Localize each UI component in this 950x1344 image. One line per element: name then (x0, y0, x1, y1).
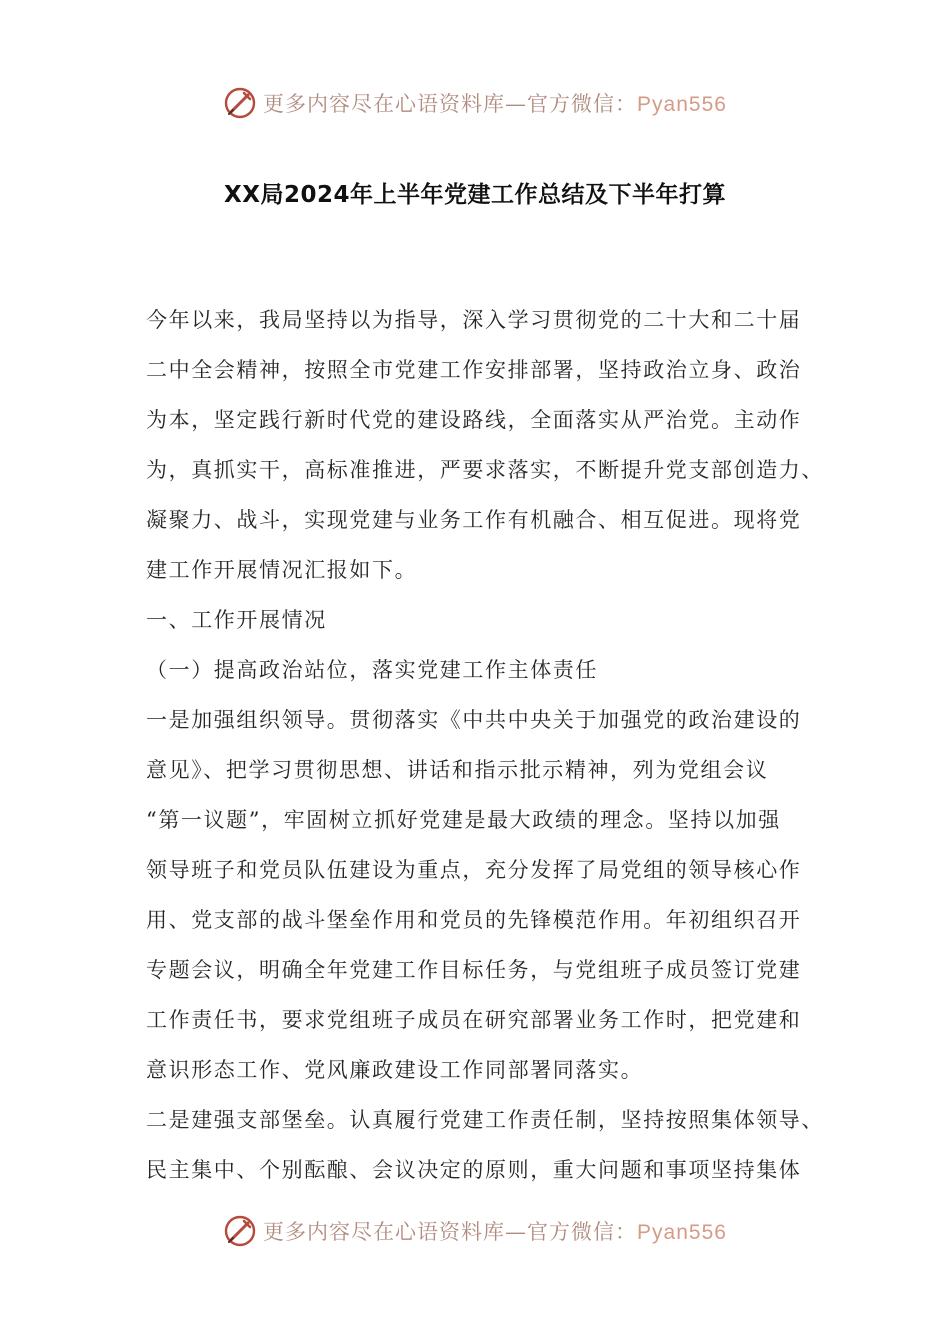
text-line: 用、党支部的战斗堡垒作用和党员的先锋模范作用。年初组织召开 (146, 908, 802, 932)
pen-logo-icon (223, 1214, 257, 1248)
text-line: 工作责任书，要求党组班子成员在研究部署业务工作时，把党建和 (146, 1008, 802, 1032)
watermark-banner-top (0, 78, 950, 128)
watermark-text: 更多内容尽在心语资料库—官方微信：Pyan556 (263, 1220, 727, 1244)
text-line: 民主集中、个别酝酿、会议决定的原则，重大问题和事项坚持集体 (146, 1158, 802, 1182)
text-line: 意识形态工作、党风廉政建设工作同部署同落实。 (146, 1058, 644, 1082)
text-line: 领导班子和党员队伍建设为重点，充分发挥了局党组的领导核心作 (146, 858, 802, 882)
text-line: 为，真抓实干，高标准推进，严要求落实，不断提升党支部创造力、 (146, 458, 824, 482)
text-line: 凝聚力、战斗，实现党建与业务工作有机融合、相互促进。现将党 (146, 508, 802, 532)
text-line: 二是建强支部堡垒。认真履行党建工作责任制，坚持按照集体领导、 (146, 1108, 824, 1132)
text-line: “第一议题”，牢固树立抓好党建是最大政绩的理念。坚持以加强 (146, 808, 781, 832)
subsection-heading: （一）提高政治站位，落实党建工作主体责任 (146, 658, 598, 682)
section-heading: 一、工作开展情况 (146, 608, 327, 632)
wechat-id: Pyan556 (637, 93, 727, 116)
wechat-id: Pyan556 (637, 1221, 727, 1244)
text-line: 专题会议，明确全年党建工作目标任务，与党组班子成员签订党建 (146, 958, 802, 982)
text-line: 今年以来，我局坚持以为指导，深入学习贯彻党的二十大和二十届 (146, 308, 802, 332)
text-line: 二中全会精神，按照全市党建工作安排部署，坚持政治立身、政治 (146, 358, 802, 382)
text-line: 为本，坚定践行新时代党的建设路线，全面落实从严治党。主动作 (146, 408, 802, 432)
document-title: XX局2024年上半年党建工作总结及下半年打算 (224, 182, 726, 208)
text-line: 建工作开展情况汇报如下。 (146, 558, 418, 582)
document-body (146, 295, 826, 1195)
text-line: 意见》、把学习贯彻思想、讲话和指示批示精神，列为党组会议 (146, 758, 769, 782)
text-line: 一是加强组织领导。贯彻落实《中共中央关于加强党的政治建设的 (146, 708, 802, 732)
watermark-text: 更多内容尽在心语资料库—官方微信：Pyan556 (263, 92, 727, 116)
pen-logo-icon (223, 86, 257, 120)
watermark-banner-bottom (0, 1206, 950, 1256)
